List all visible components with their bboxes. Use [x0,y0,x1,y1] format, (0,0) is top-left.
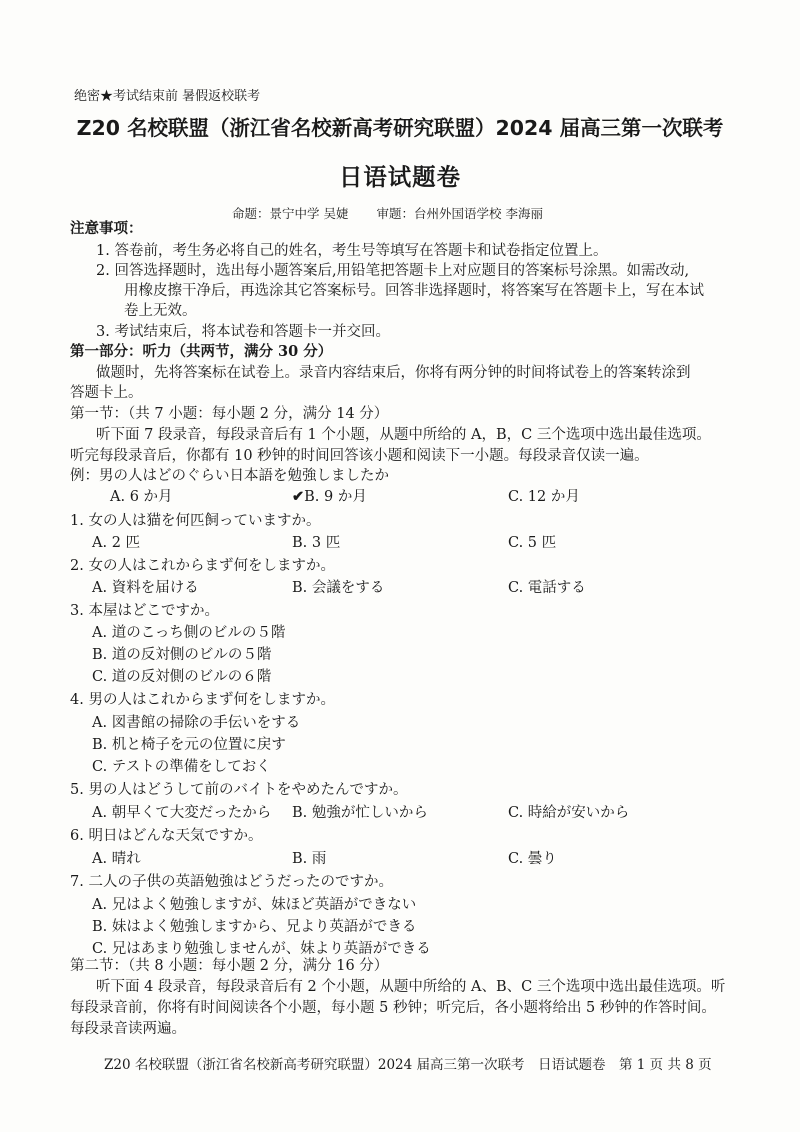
option-b: B. 雨 [292,851,327,867]
note-line: 2. 回答选择题时，选出每小题答案后,用铅笔把答题卡上对应题目的答案标号涂黑。如需改动, [96,263,690,279]
section2-intro: 每段录音前，你将有时间阅读各个小题，每小题 5 秒钟；听完后，各小题将给出 5 秒钟的作答时间。 [70,1000,716,1016]
note-line: 3. 考试结束后，将本试卷和答题卡一并交回。 [96,324,390,340]
question: 5. 男の人はどうして前のバイトをやめたんですか。 [70,782,408,798]
part1-intro: 做题时，先将答案标在试卷上。录音内容结束后，你将有两分钟的时间将试卷上的答案转涂到 [96,365,691,381]
question: 7. 二人の子供の英語勉強はどうだったのですか。 [70,874,393,890]
option-c: C. 兄はあまり勉強しませんが、妹より英語ができる [92,941,431,957]
question: 3. 本屋はどこですか。 [70,603,219,619]
exam-subtitle: 日语试题卷 [339,163,461,191]
section2-intro: 听下面 4 段录音，每段录音后有 2 个小题，从题中所给的 A、B、C 三个选项中选出最佳选项。听 [96,979,726,995]
section1-intro: 听下面 7 段录音，每段录音后有 1 个小题，从题中所给的 A，B，C 三个选项中选出最佳选项。 [96,427,711,443]
option-a: A. 道のこっち側のビルの５階 [92,625,286,641]
option-a: A. 2 匹 [92,535,141,551]
option-b: B. 妹はよく勉強しますから、兄より英語ができる [92,919,417,935]
example-option-c: C. 12 か月 [508,489,580,505]
confidential-label: 绝密★考试结束前 暑假返校联考 [74,89,261,104]
option-a: A. 図書館の掃除の手伝いをする [92,715,301,731]
page-footer: Z20 名校联盟（浙江省名校新高考研究联盟）2024 届高三第一次联考 日语试题卷 第 1 页 共 8 页 [104,1057,712,1073]
option-c: C. 時給が安いから [508,805,630,821]
example-option-a: A. 6 か月 [110,489,173,505]
question: 2. 女の人はこれからまず何をしますか。 [70,558,335,574]
section2-heading: 第二节：（共 8 小题：每小题 2 分，满分 16 分） [70,958,389,974]
section1-intro: 听完每段录音后，你都有 10 秒钟的时间回答该小题和阅读下一小题。每段录音仅读一遍。 [70,448,649,464]
option-b: B. 道の反対側のビルの５階 [92,647,272,663]
check-icon: ✔ [292,488,305,505]
option-a: A. 朝早くて大変だったから [92,805,272,821]
option-b: B. 勉強が忙しいから [292,805,428,821]
note-line: 1. 答卷前，考生务必将自己的姓名，考生号等填写在答题卡和试卷指定位置上。 [96,243,608,259]
part1-heading: 第一部分：听力（共两节，满分 30 分） [70,343,333,360]
reviewer: 审题：台州外国语学校 李海丽 [376,206,543,221]
example-option-b: ✔B. 9 か月 [292,488,367,505]
option-c: C. 道の反対側のビルの６階 [92,669,272,685]
option-a: A. 資料を届ける [92,580,199,596]
note-line: 卷上无效。 [124,303,197,319]
option-b: B. 机と椅子を元の位置に戻す [92,737,286,753]
option-a: A. 兄はよく勉強しますが、妹ほど英語ができない [92,897,417,913]
section1-heading: 第一节：（共 7 小题：每小题 2 分，满分 14 分） [70,406,389,422]
exam-title: Z20 名校联盟（浙江省名校新高考研究联盟）2024 届高三第一次联考 [76,116,724,140]
question: 1. 女の人は猫を何匹飼っていますか。 [70,513,321,529]
option-c: C. 5 匹 [508,535,557,551]
author: 命题：景宁中学 吴婕 [232,206,349,221]
part1-intro: 答题卡上。 [70,385,143,401]
example-question: 例：男の人はどのぐらい日本語を勉強しましたか [70,468,389,484]
question: 6. 明日はどんな天気ですか。 [70,828,263,844]
authors-line [232,203,543,225]
question: 4. 男の人はこれからまず何をしますか。 [70,692,335,708]
option-c: C. テストの準備をしておく [92,759,271,775]
option-b: B. 会議をする [292,580,385,596]
option-c: C. 電話する [508,580,586,596]
option-b: B. 3 匹 [292,535,341,551]
notes-heading: 注意事项： [70,220,143,237]
section2-intro: 每段录音读两遍。 [70,1021,186,1037]
option-c: C. 曇り [508,851,557,867]
note-line: 用橡皮擦干净后，再选涂其它答案标号。回答非选择题时，将答案写在答题卡上，写在本试 [124,283,704,299]
option-a: A. 晴れ [92,851,141,867]
